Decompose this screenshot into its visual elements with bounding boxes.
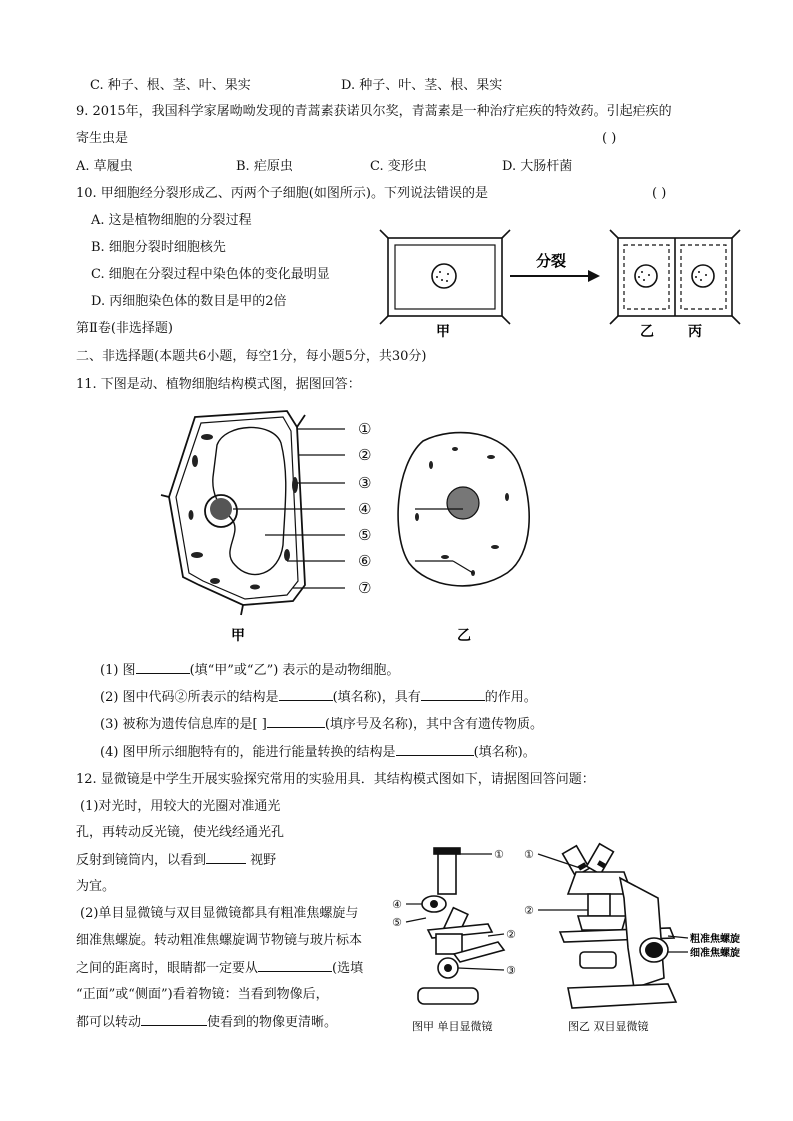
q11-sub1: (1) 图 (填“甲”或“乙”) 表示的是动物细胞。 bbox=[100, 663, 400, 678]
q8-option-c: C. 种子、根、茎、叶、果实 bbox=[90, 78, 251, 93]
marker-7: ⑦ bbox=[358, 579, 372, 597]
q9-option-a: A. 草履虫 bbox=[76, 159, 133, 174]
q10-option-a: A. 这是植物细胞的分裂过程 bbox=[91, 213, 252, 228]
q9-option-b: B. 疟原虫 bbox=[236, 159, 293, 174]
part2-title: 第Ⅱ卷(非选择题) bbox=[76, 321, 173, 336]
caption-binocular: 图乙 双目显微镜 bbox=[568, 1020, 649, 1033]
q10-option-d: D. 丙细胞染色体的数目是甲的2倍 bbox=[91, 294, 287, 309]
arrow-label: 分裂 bbox=[536, 252, 567, 270]
marker-1: ① bbox=[358, 420, 372, 438]
mono-marker-5: ⑤ bbox=[392, 916, 402, 929]
q11-sub2: (2) 图中代码②所表示的结构是 (填名称)，具有 的作用。 bbox=[100, 690, 537, 705]
bino-marker-2: ② bbox=[524, 904, 534, 917]
animal-cell-label: 乙 bbox=[457, 628, 471, 644]
cell-division-figure bbox=[378, 226, 748, 344]
q11-sub4: (4) 图甲所示细胞特有的，能进行能量转换的结构是 (填名称)。 bbox=[100, 745, 536, 760]
q12-p1-line3: 反射到镜筒内，以看到 视野 bbox=[76, 853, 277, 868]
label-fine-focus: 细准焦螺旋 bbox=[690, 948, 740, 959]
label-coarse-focus: 粗准焦螺旋 bbox=[690, 934, 740, 945]
microscope-figure bbox=[388, 838, 780, 1038]
q10-option-b: B. 细胞分裂时细胞核先 bbox=[91, 240, 226, 255]
part2-heading: 二、非选择题(本题共6小题，每空1分，每小题5分，共30分) bbox=[76, 349, 427, 364]
q12-p1-line2: 孔，再转动反光镜，使光线经通光孔 bbox=[76, 825, 285, 840]
q9-option-c: C. 变形虫 bbox=[370, 159, 427, 174]
mono-marker-1: ① bbox=[494, 848, 504, 861]
marker-5: ⑤ bbox=[358, 526, 372, 544]
q12-p2-line5: 都可以转动 使看到的物像更清晰。 bbox=[76, 1015, 338, 1030]
q9-answer-paren: ( ) bbox=[602, 131, 617, 146]
q12-p2-line4: “正面”或“侧面”)看着物镜：当看到物像后， bbox=[76, 987, 329, 1002]
q10-stem: 10. 甲细胞经分裂形成乙、丙两个子细胞(如图所示)。下列说法错误的是 bbox=[76, 186, 488, 201]
marker-3: ③ bbox=[358, 474, 372, 492]
q11-stem: 11. 下图是动、植物细胞结构模式图，据图回答： bbox=[76, 377, 361, 392]
mono-marker-3: ③ bbox=[506, 964, 516, 977]
q12-p1-line4: 为宜。 bbox=[76, 879, 116, 894]
mono-marker-2: ② bbox=[506, 928, 516, 941]
q8-option-d: D. 种子、叶、茎、根、果实 bbox=[341, 78, 503, 93]
cell-label-jia: 甲 bbox=[436, 324, 450, 340]
cell-structure-figure bbox=[155, 405, 545, 645]
marker-4: ④ bbox=[358, 500, 372, 518]
q9-option-d: D. 大肠杆菌 bbox=[502, 159, 573, 174]
marker-6: ⑥ bbox=[358, 552, 372, 570]
cell-label-yi: 乙 bbox=[640, 324, 654, 340]
q11-sub3: (3) 被称为遗传信息库的是[ ] (填序号及名称)，其中含有遗传物质。 bbox=[100, 717, 543, 732]
mono-marker-4: ④ bbox=[392, 898, 402, 911]
q12-p2-line1: (2)单目显微镜与双目显微镜都具有粗准焦螺旋与 bbox=[80, 906, 359, 921]
marker-2: ② bbox=[358, 446, 372, 464]
plant-cell-label: 甲 bbox=[231, 628, 245, 644]
q12-p2-line3: 之间的距离时，眼睛都一定要从 (选填 bbox=[76, 961, 364, 976]
q12-stem: 12. 显微镜是中学生开展实验探究常用的实验用具．其结构模式图如下，请据图回答问题： bbox=[76, 772, 595, 787]
q12-p1-line1: (1)对光时，用较大的光圈对准通光 bbox=[80, 799, 281, 814]
caption-monocular: 图甲 单目显微镜 bbox=[412, 1020, 493, 1033]
q9-stem-line2: 寄生虫是 bbox=[76, 131, 129, 146]
q9-stem-line1: 9. 2015年，我国科学家屠呦呦发现的青蒿素获诺贝尔奖，青蒿素是一种治疗疟疾的特效药。引起疟疾的 bbox=[76, 104, 672, 119]
q10-answer-paren: ( ) bbox=[652, 186, 667, 201]
q12-p2-line2: 细准焦螺旋。转动粗准焦螺旋调节物镜与玻片标本 bbox=[76, 933, 363, 948]
cell-label-bing: 丙 bbox=[688, 324, 702, 340]
q10-option-c: C. 细胞在分裂过程中染色体的变化最明显 bbox=[91, 267, 330, 282]
bino-marker-1: ① bbox=[524, 848, 534, 861]
